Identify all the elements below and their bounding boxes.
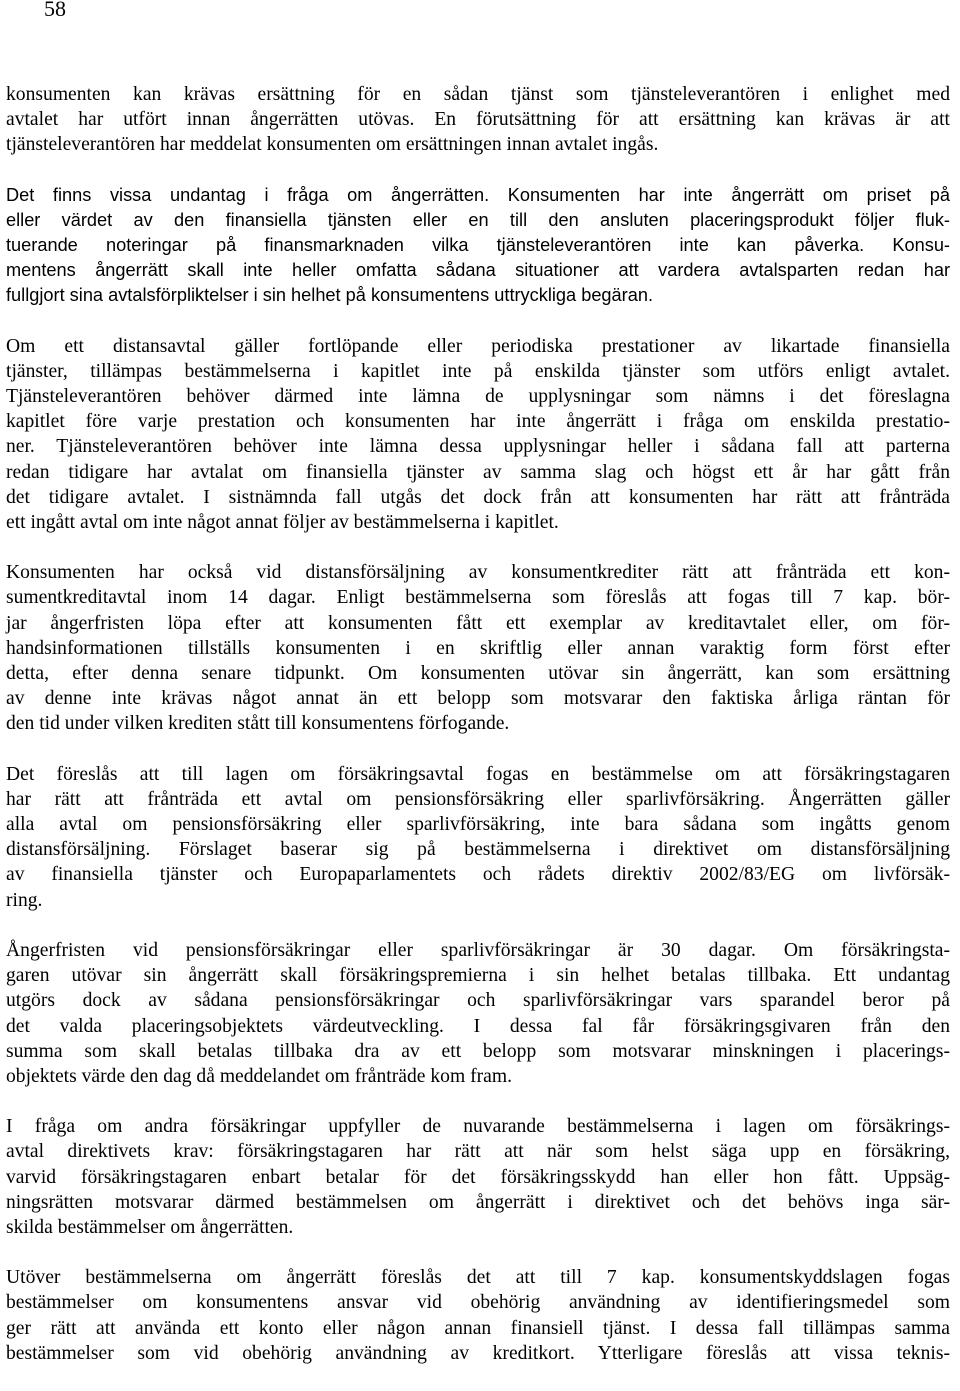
text-line: tjänster, tillämpas bestämmelserna i kapitlet inte på enskilda tjänster som utförs enligt avtalet. <box>6 360 950 382</box>
text-line: Det finns vissa undantag i fråga om ångerrätten. Konsumenten har inte ångerrätt om priset på <box>6 184 950 205</box>
text-line: Det föreslås att till lagen om försäkringsavtal fogas en bestämmelse om att försäkringstagaren <box>6 763 950 785</box>
text-line: avtalet har utfört innan ångerrätten utövas. En förutsättning för att ersättning kan krävas är att <box>6 109 950 131</box>
text-line: det valda placeringsobjektets värdeutveckling. I dessa fal får försäkringsgivaren från den <box>6 1015 950 1037</box>
paragraph-4 <box>6 560 950 736</box>
text-line: alla avtal om pensionsförsäkring eller sparlivförsäkring, inte bara sådana som ingåtts genom <box>6 814 950 836</box>
text-line: jar ångerfristen löpa efter att konsumenten fått ett exemplar av kreditavtalet eller, om för- <box>6 612 950 634</box>
text-line: konsumenten kan krävas ersättning för en sådan tjänst som tjänsteleverantören i enlighet med <box>6 84 950 105</box>
text-line: Ångerfristen vid pensionsförsäkringar eller sparlivförsäkringar är 30 dagar. Om försäkringsta- <box>6 939 950 961</box>
text-line: av denne inte krävas något annat än ett belopp som motsvarar den faktiska årliga räntan för <box>6 688 950 710</box>
text-line: handsinformationen tillställs konsumenten i en skriftlig eller annan varaktig form först efter <box>6 637 950 659</box>
text-line: utgörs dock av sådana pensionsförsäkringar och sparlivförsäkringar vars sparandel beror på <box>6 990 950 1012</box>
text-line: distansförsäljning. Förslaget baserar sig på bestämmelserna i direktivet om distansförsäljning <box>6 839 950 861</box>
text-line: summa som skall betalas tillbaka dra av ett belopp som motsvarar minskningen i placerings- <box>6 1040 950 1062</box>
text-line: varvid försäkringstagaren enbart betalar för det försäkringsskydd han eller hon fått. Uppsäg- <box>6 1166 950 1188</box>
paragraph-7 <box>6 1114 950 1240</box>
text-line: mentens ångerrätt skall inte heller omfatta sådana situationer att vardera avtalsparten redan har <box>6 260 950 281</box>
page-number: 58 <box>44 0 66 21</box>
text-line: har rätt att frånträda ett avtal om pensionsförsäkring eller sparlivförsäkring. Ångerrätten gäller <box>6 788 950 810</box>
text-line: skilda bestämmelser om ångerrätten. <box>6 1216 294 1238</box>
text-line: bestämmelser om konsumentens ansvar vid obehörig användning av identifieringsmedel som <box>6 1292 950 1314</box>
text-line: ger rätt att använda ett konto eller någon annan finansiell tjänst. I dessa fall tillämpas samma <box>6 1317 950 1339</box>
paragraph-1 <box>6 82 950 158</box>
document-body <box>6 82 950 1391</box>
paragraph-8 <box>6 1265 950 1366</box>
text-line: eller värdet av den finansiella tjänsten eller en till den ansluten placeringsprodukt följer fluk- <box>6 209 950 230</box>
text-line: objektets värde den dag då meddelandet om frånträde kom fram. <box>6 1065 512 1087</box>
text-line: sumentkreditavtal inom 14 dagar. Enligt bestämmelserna som föreslås att fogas till 7 kap. bör- <box>6 587 950 609</box>
text-line: det tidigare avtalet. I sistnämnda fall utgås det dock från att konsumenten har rätt att frånträda <box>6 486 950 508</box>
text-line: den tid under vilken krediten stått till konsumentens förfogande. <box>6 713 510 735</box>
text-line: ner. Tjänsteleverantören behöver inte lämna dessa upplysningar heller i sådana fall att parterna <box>6 436 950 458</box>
text-line: avtal direktivets krav: försäkringstagaren har rätt att när som helst säga upp en försäkring, <box>6 1141 950 1163</box>
text-line: redan tidigare har avtalat om finansiella tjänster av samma slag och högst ett år har gått från <box>6 461 950 483</box>
text-line: tuerande noteringar på finansmarknaden vilka tjänsteleverantören inte kan påverka. Konsu- <box>6 235 950 256</box>
paragraph-6 <box>6 938 950 1089</box>
text-line: ett ingått avtal om inte något annat följer av bestämmelserna i kapitlet. <box>6 512 559 534</box>
text-line: tjänsteleverantören har meddelat konsumenten om ersättningen innan avtalet ingås. <box>6 134 659 156</box>
paragraph-3 <box>6 334 950 536</box>
paragraph-5 <box>6 762 950 913</box>
text-line: I fråga om andra försäkringar uppfyller de nuvarande bestämmelserna i lagen om försäkrings- <box>6 1116 950 1138</box>
text-line: Om ett distansavtal gäller fortlöpande eller periodiska prestationer av likartade finansiella <box>6 335 950 357</box>
text-line: Utöver bestämmelserna om ångerrätt föreslås det att till 7 kap. konsumentskyddslagen fogas <box>6 1267 950 1289</box>
text-line: ring. <box>6 889 43 911</box>
text-line: av finansiella tjänster och Europaparlamentets och rådets direktiv 2002/83/EG om livförsäk- <box>6 864 950 886</box>
text-line: Tjänsteleverantören behöver därmed inte lämna de upplysningar som nämns i det föreslagna <box>6 386 950 408</box>
text-line: ningsrätten motsvarar därmed bestämmelsen om ångerrätt i direktivet och det behövs inga sär- <box>6 1191 950 1213</box>
text-line: Konsumenten har också vid distansförsäljning av konsumentkrediter rätt att frånträda ett kon- <box>6 562 950 584</box>
paragraph-2 <box>6 183 950 309</box>
text-line: detta, efter denna senare tidpunkt. Om konsumenten utövar sin ångerrätt, kan som ersättning <box>6 663 950 685</box>
text-line: kapitlet före varje prestation och konsumenten har inte ångerrätt i fråga om enskilda prestatio- <box>6 411 950 433</box>
text-line: fullgjort sina avtalsförpliktelser i sin helhet på konsumentens uttryckliga begäran. <box>6 285 654 306</box>
text-line: bestämmelser som vid obehörig användning av kreditkort. Ytterligare föreslås att vissa teknis- <box>6 1342 950 1364</box>
text-line: garen utövar sin ångerrätt skall försäkringspremierna i sin helhet betalas tillbaka. Ett undantag <box>6 965 950 987</box>
